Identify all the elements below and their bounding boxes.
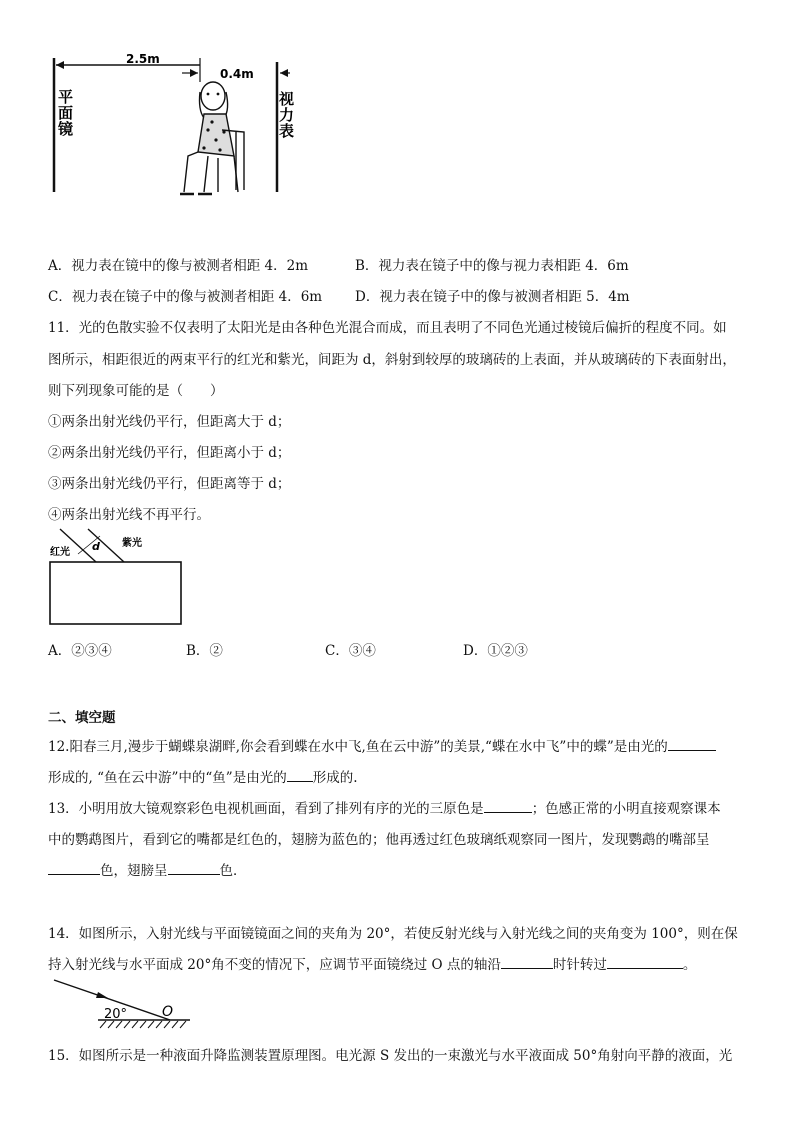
distance-total-label: 2.5m [126,52,160,66]
q11-item-3: ③两条出射光线仍平行，但距离等于 d； [48,476,291,492]
mirror-label-1: 平 [58,88,74,106]
mirror-angle-figure [48,976,198,1034]
q12-line-2: 形成的, “鱼在云中游”中的“鱼”是由光的 形成的. [48,766,358,786]
chart-label-1: 视 [279,90,295,108]
chart-label-3: 表 [279,122,295,140]
q11-line-2: 图所示，相距很近的两束平行的红光和紫光，间距为 d，斜射到较厚的玻璃砖的上表面，并从玻璃砖的下表面射出， [48,352,736,368]
q11-option-a: A．②③④ [48,643,112,659]
red-light-label: 红光 [50,547,70,558]
q12-line-1: 12.阳春三月,漫步于蝴蝶泉湖畔,你会看到蝶在水中飞,鱼在云中游”的美景,“蝶在水中飞”中的蝶”是由光的 [48,735,716,755]
q11-line-1: 11．光的色散实验不仅表明了太阳光是由各种色光混合而成，而且表明了不同色光通过棱镜后偏折的程度不同。如 [48,320,727,336]
mirror-chart-figure [48,52,298,202]
distance-small-label: 0.4m [220,67,254,81]
glass-brick-figure [48,528,188,628]
q15-line-1: 15．如图所示是一种液面升降监测装置原理图。电光源 S 发出的一束激光与水平液面成 50°角射向平静的液面，光 [48,1048,733,1064]
q13-blank-1[interactable] [484,798,532,813]
q14-blank-2[interactable] [607,954,683,969]
q11-item-2: ②两条出射光线仍平行，但距离小于 d； [48,445,291,461]
q10-option-d: D．视力表在镜子中的像与被测者相距 5．4m [355,289,630,305]
q11-option-d: D．①②③ [463,643,528,659]
q11-line-3: 则下列现象可能的是（ ） [48,383,224,399]
purple-light-label: 紫光 [122,538,142,549]
q10-option-a: A．视力表在镜中的像与被测者相距 4．2m [48,258,309,274]
q12-blank-1[interactable] [668,736,716,751]
q13-blank-2[interactable] [48,860,100,875]
q10-option-c: C．视力表在镜子中的像与被测者相距 4．6m [48,289,323,305]
q13-line-2: 中的鹦鹉图片，看到它的嘴都是红色的，翅膀为蓝色的；他再透过红色玻璃纸观察同一图片，发现鹦鹉的嘴部呈 [48,832,710,848]
q14-line-1: 14．如图所示，入射光线与平面镜镜面之间的夹角为 20°，若使反射光线与入射光线之间的夹角变为 100°，则在保 [48,926,738,942]
point-o-label: O [162,1004,174,1020]
q13-line-3: 色，翅膀呈 色． [48,859,247,879]
q11-option-c: C．③④ [325,643,376,659]
q14-blank-1[interactable] [501,954,553,969]
q11-item-4: ④两条出射光线不再平行。 [48,507,210,523]
q11-option-b: B．② [186,643,223,659]
mirror-label-3: 镜 [58,120,74,138]
q13-line-1: 13．小明用放大镜观察彩色电视机画面，看到了排列有序的光的三原色是 ；色感正常的小明直接观察课本 [48,797,721,817]
q12-blank-2[interactable] [287,767,313,782]
q11-item-1: ①两条出射光线仍平行，但距离大于 d； [48,414,291,430]
chart-label-2: 力 [279,106,295,124]
section-heading: 二、填空题 [48,710,116,726]
distance-d-label: d [92,540,100,553]
angle-label: 20° [104,1007,128,1022]
q13-blank-3[interactable] [168,860,220,875]
q14-line-2: 持入射光线与水平面成 20°角不变的情况下，应调节平面镜绕过 O 点的轴沿 时针转过 。 [48,953,696,973]
mirror-label-2: 面 [58,104,74,122]
q10-option-b: B．视力表在镜子中的像与视力表相距 4．6m [355,258,629,274]
